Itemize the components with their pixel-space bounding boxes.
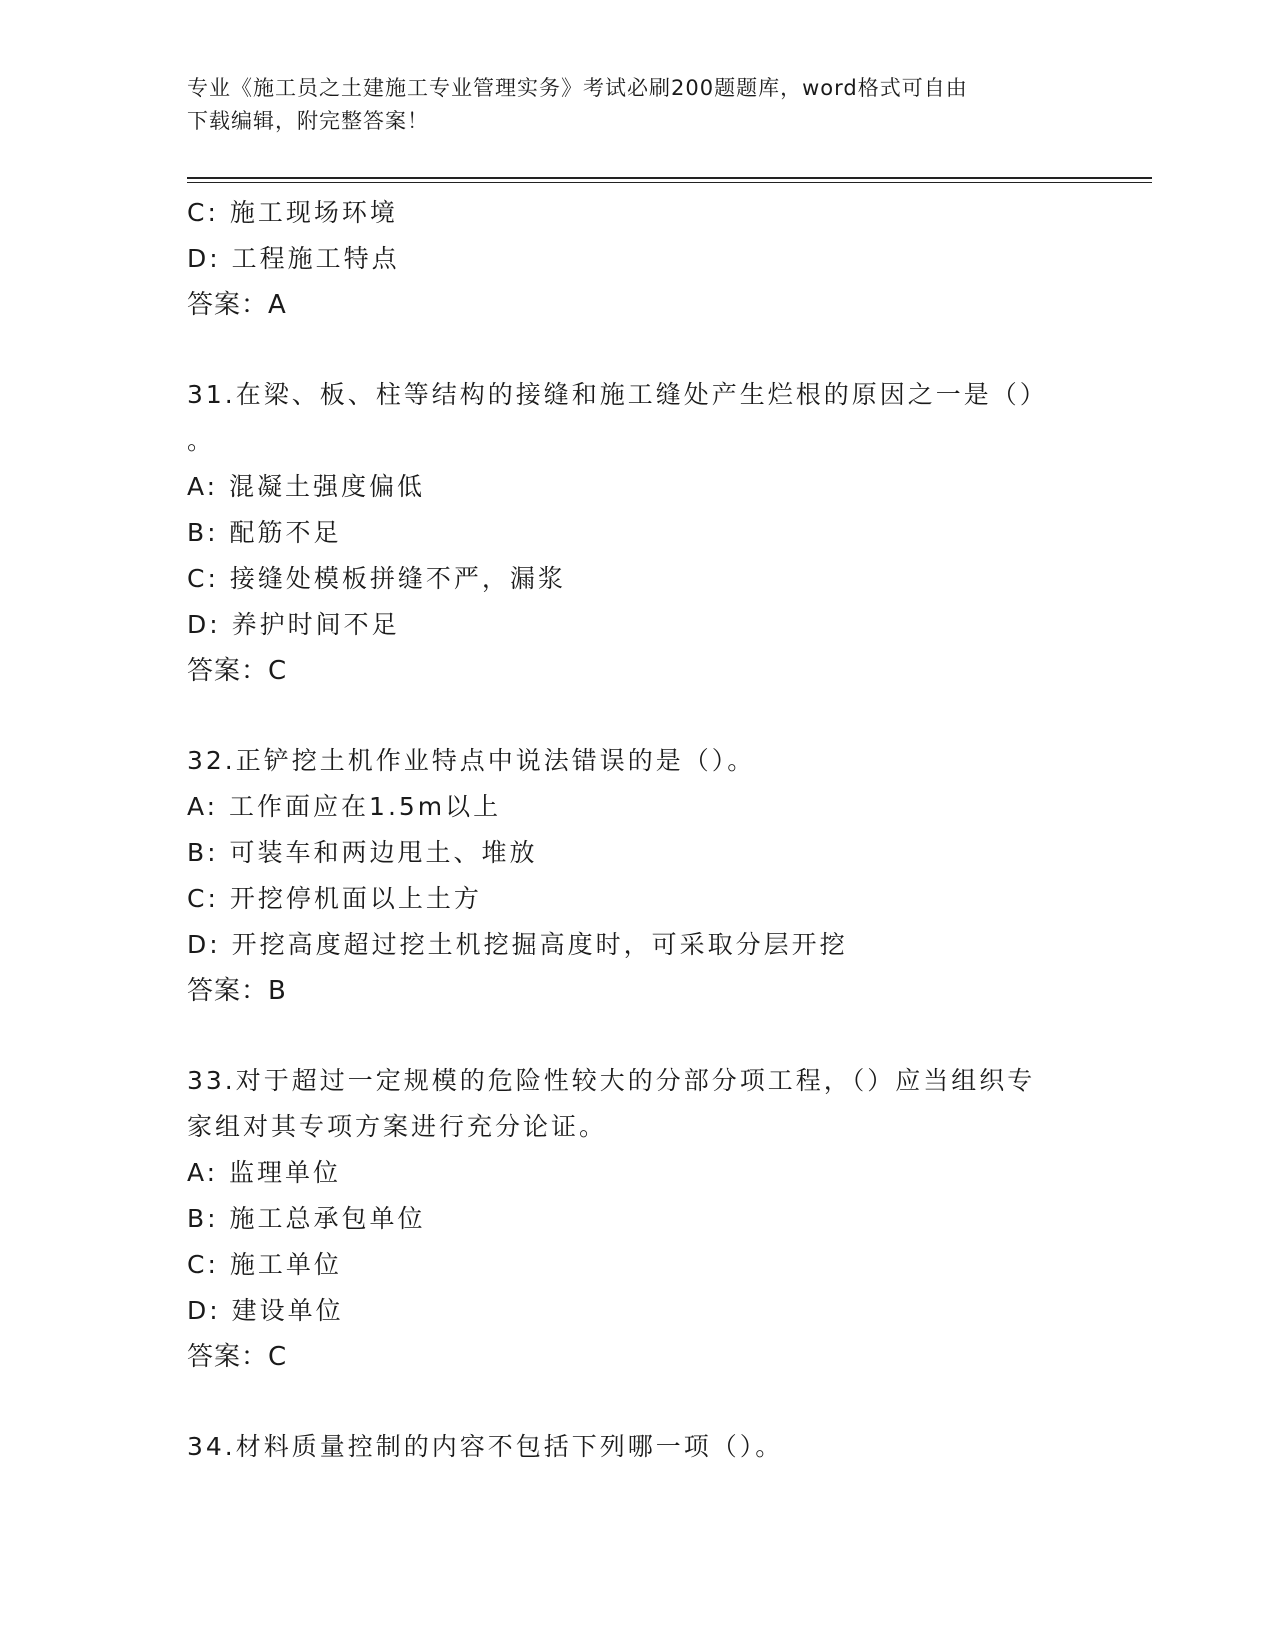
option-b: B: 可装车和两边甩土、堆放 <box>187 838 538 867</box>
spacer <box>187 328 1087 372</box>
option-c: C: 施工单位 <box>187 1250 342 1279</box>
option-c: C: 施工现场环境 <box>187 198 398 227</box>
option-a: A: 监理单位 <box>187 1158 342 1187</box>
option-d: D: 开挖高度超过挖土机挖掘高度时，可采取分层开挖 <box>187 930 848 959</box>
answer: 答案：A <box>187 290 287 320</box>
option-b: B: 配筋不足 <box>187 518 342 547</box>
option-d: D: 养护时间不足 <box>187 610 400 639</box>
option-d: D: 建设单位 <box>187 1296 344 1325</box>
question-32: 32.正铲挖土机作业特点中说法错误的是（）。 <box>187 746 756 775</box>
answer: 答案：C <box>187 1342 288 1372</box>
question-33: 33.对于超过一定规模的危险性较大的分部分项工程，（）应当组织专 <box>187 1066 1036 1095</box>
spacer <box>187 1380 1087 1424</box>
header-rule-thin <box>187 182 1152 183</box>
answer: 答案：B <box>187 976 287 1006</box>
question-34: 34.材料质量控制的内容不包括下列哪一项（）。 <box>187 1432 784 1461</box>
answer: 答案：C <box>187 656 288 686</box>
header-title-line-2: 下载编辑，附完整答案！ <box>187 109 429 133</box>
option-a: A: 混凝土强度偏低 <box>187 472 426 501</box>
page-header <box>187 72 1087 138</box>
question-31-continued: 。 <box>187 426 216 455</box>
option-d: D: 工程施工特点 <box>187 244 400 273</box>
question-31: 31.在梁、板、柱等结构的接缝和施工缝处产生烂根的原因之一是（） <box>187 380 1048 409</box>
option-c: C: 开挖停机面以上土方 <box>187 884 482 913</box>
header-rule-thick <box>187 177 1152 179</box>
spacer <box>187 694 1087 738</box>
option-a: A: 工作面应在1.5m以上 <box>187 792 502 821</box>
option-c: C: 接缝处模板拼缝不严，漏浆 <box>187 564 566 593</box>
question-content <box>187 190 1087 1470</box>
spacer <box>187 1014 1087 1058</box>
option-b: B: 施工总承包单位 <box>187 1204 426 1233</box>
question-33-continued: 家组对其专项方案进行充分论证。 <box>187 1112 608 1141</box>
header-title-line-1: 专业《施工员之土建施工专业管理实务》考试必刷200题题库，word格式可自由 <box>187 76 968 100</box>
